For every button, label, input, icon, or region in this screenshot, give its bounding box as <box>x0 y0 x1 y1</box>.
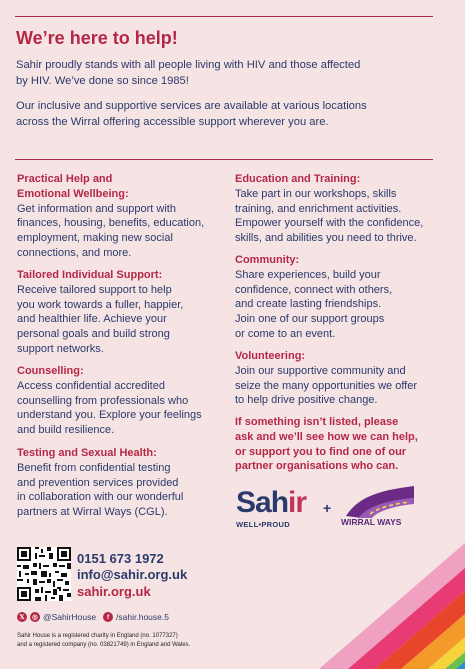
section-heading: Education and Training: <box>235 173 361 185</box>
social-handle-facebook[interactable]: /sahir.house.5 <box>116 612 169 622</box>
contact-phone[interactable]: 0151 673 1972 <box>77 551 164 566</box>
section-heading: Counselling: <box>17 365 84 377</box>
help-note: If something isn’t listed, please ask and we’ll see how we can help, or support you to find one of our partner organisations who can. <box>235 416 418 473</box>
section-body: Receive tailored support to help you work towards a fuller, happier, and healthier life. Achieve your personal goals and build strong support networks. <box>17 283 184 355</box>
sahir-logo-tagline: WELL•PROUD <box>236 520 290 529</box>
section-body: Access confidential accredited counselling from professionals who understand you. Explore your feelings and build resilience. <box>17 379 202 437</box>
plus-sign: + <box>323 500 332 516</box>
sahir-logo-word-a: Sah <box>236 486 289 519</box>
page-title: We’re here to help! <box>16 28 178 48</box>
section-body: Take part in our workshops, skills training, and enrichment activities. Empower yourself with the confidence, skills, and abilities you need to thrive. <box>235 187 424 245</box>
x-icon[interactable]: 𝕏 <box>17 612 27 622</box>
section-heading: Community: <box>235 254 300 266</box>
section-body: Benefit from confidential testing and prevention services provided in collaboration with our wonderful partners at Wirral Ways (CGL). <box>17 461 184 519</box>
section-body: Share experiences, build your confidence, connect with others, and create lasting friendships. Join one of our support groups or come to an event. <box>235 268 393 340</box>
facebook-icon[interactable]: f <box>103 612 113 622</box>
section-heading: Testing and Sexual Health: <box>17 447 157 459</box>
instagram-icon[interactable]: ◎ <box>30 612 40 622</box>
section-heading: Practical Help and Emotional Wellbeing: <box>17 173 129 200</box>
social-handle-sahirhouse[interactable]: @SahirHouse <box>43 612 97 622</box>
section-body: Join our supportive community and seize the many opportunities we offer to help drive positive change. <box>235 364 418 407</box>
section-body: Get information and support with finances, housing, benefits, education, employment, making new social connections, and more. <box>17 202 205 259</box>
legal-notice: Sahir House is a registered charity in England (no. 1077327) and a registered company (no. 03821749) in England and Wales. <box>17 633 191 648</box>
section-heading: Tailored Individual Support: <box>17 269 163 281</box>
contact-email[interactable]: info@sahir.org.uk <box>77 567 188 582</box>
contact-website[interactable]: sahir.org.uk <box>77 584 151 599</box>
wirral-ways-logo-text: WIRRAL WAYS <box>341 517 402 527</box>
sahir-logo-word-b: ir <box>288 486 307 519</box>
section-heading: Volunteering: <box>235 350 306 362</box>
intro-paragraph-2: Our inclusive and supportive services are available at various locations across the Wirral offering accessible support wherever you are. <box>16 100 367 128</box>
intro-paragraph-1: Sahir proudly stands with all people living with HIV and those affected by HIV. We’ve done so since 1985! <box>16 59 361 87</box>
